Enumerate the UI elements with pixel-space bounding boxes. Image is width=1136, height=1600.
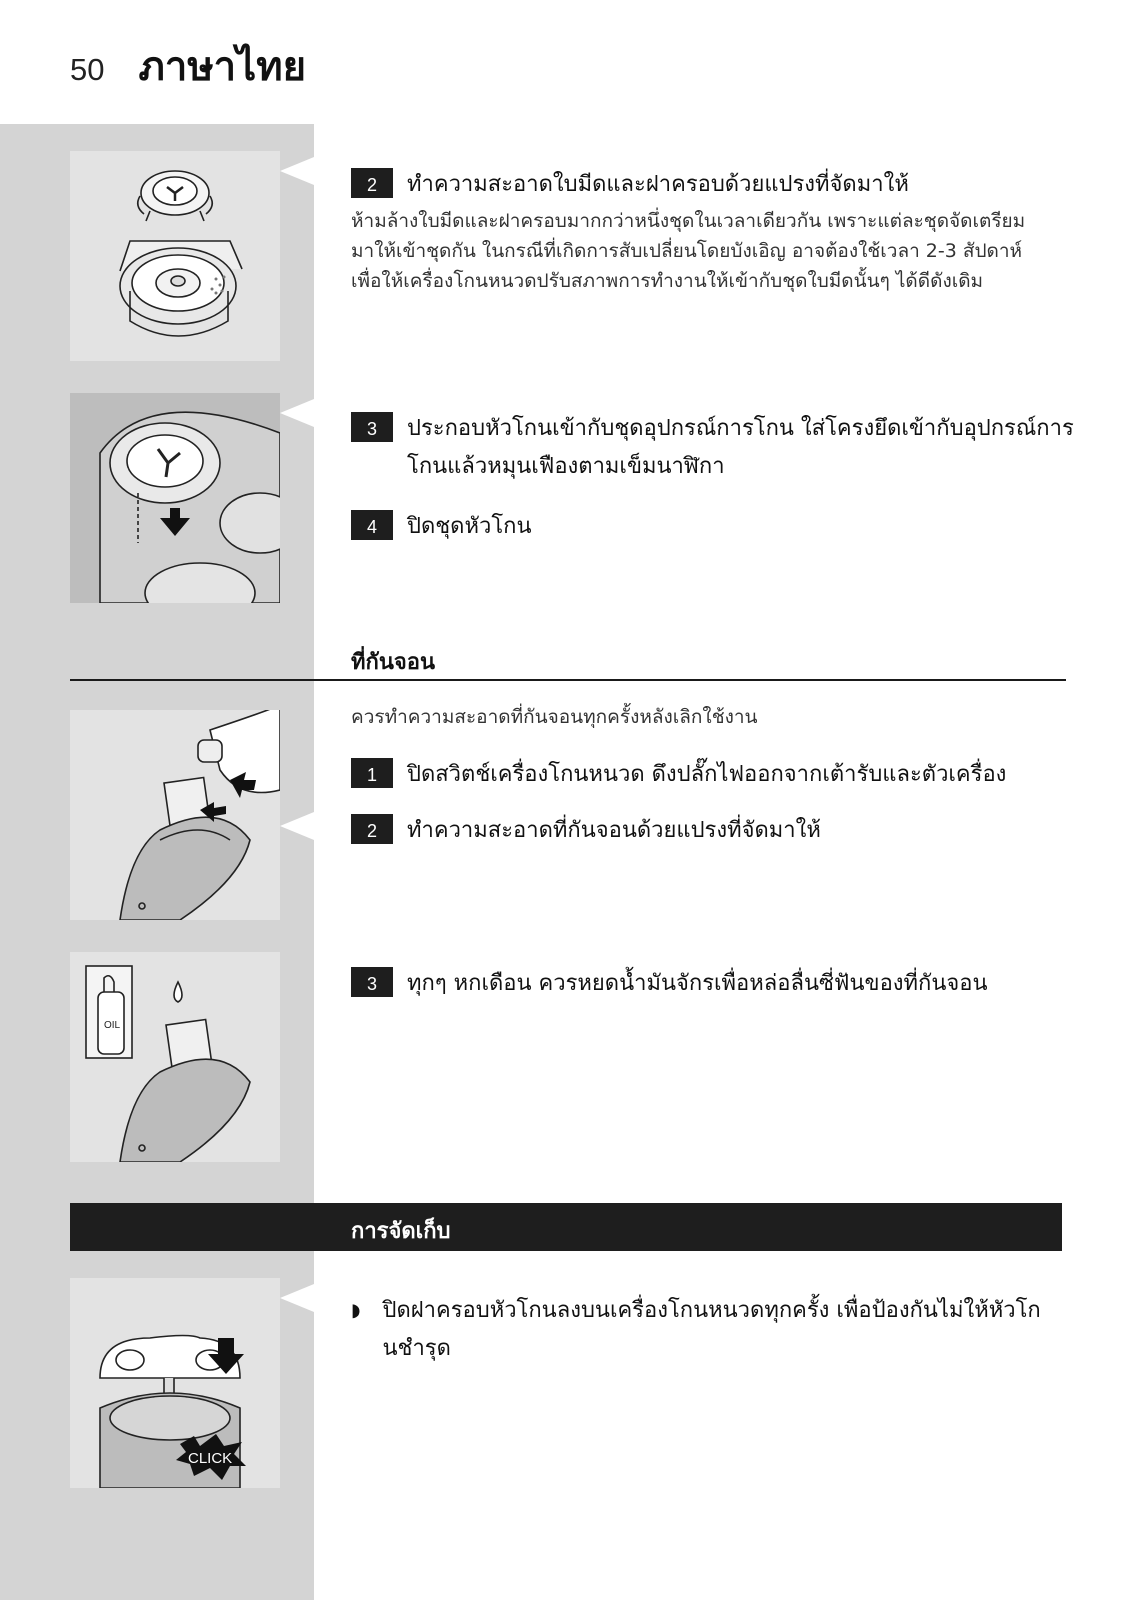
text-line: ห้ามล้างใบมีดและฝาครอบมากกว่าหนึ่งชุดในเวลาเดียวกัน เพราะแต่ละชุดจัดเตรียม — [351, 210, 1026, 232]
step-title: ทำความสะอาดที่กันจอนด้วยแปรงที่จัดมาให้ — [407, 818, 821, 843]
section-title-trimmer: ที่กันจอน — [351, 650, 436, 675]
step-title: ปิดชุดหัวโกน — [407, 514, 532, 539]
step-assemble-head — [351, 410, 1074, 486]
text-line: ปิดฝาครอบหัวโกนลงบนเครื่องโกนหนวดทุกครั้ง เพื่อป้องกันไม่ให้หัวโก — [382, 1298, 1041, 1323]
text-line: นชำรุด — [382, 1336, 451, 1361]
step-number: 3 — [351, 412, 393, 442]
section-bar-storage — [70, 1203, 1062, 1251]
step-clean-trimmer — [351, 812, 821, 850]
step-title — [407, 410, 1074, 486]
step-number: 2 — [351, 168, 393, 198]
bullet-icon: ◗ — [351, 1300, 361, 1321]
step-number: 3 — [351, 967, 393, 997]
step-title: ทุกๆ หกเดือน ควรหยดน้ำมันจักรเพื่อหล่อลื่นซี่ฟันของที่กันจอน — [407, 971, 988, 996]
section-divider — [70, 679, 1066, 681]
bullet-text — [382, 1292, 1040, 1368]
panel-pointer — [280, 399, 314, 427]
oil-label: OIL — [104, 1020, 121, 1031]
illustration-cutter-guard — [70, 151, 280, 361]
section-title-storage: การจัดเก็บ — [351, 1219, 451, 1244]
text-line: เพื่อให้เครื่องโกนหนวดปรับสภาพการทำงานให้เข้ากับชุดใบมีดนั้นๆ ได้ดีดังเดิม — [351, 270, 984, 292]
step-clean-blades — [351, 166, 909, 204]
trimmer-oil-drawing — [70, 952, 280, 1162]
step-title: ทำความสะอาดใบมีดและฝาครอบด้วยแปรงที่จัดมาให้ — [407, 172, 909, 197]
page-number: 50 — [70, 52, 105, 87]
illustration-trimmer-oil — [70, 952, 280, 1162]
click-label: CLICK — [188, 1450, 233, 1467]
storage-bullet — [351, 1292, 1051, 1368]
trimmer-intro: ควรทำความสะอาดที่กันจอนทุกครั้งหลังเลิกใช้งาน — [351, 706, 758, 728]
step-title: ปิดสวิตช์เครื่องโกนหนวด ดึงปลั๊กไฟออกจากเต้ารับและตัวเครื่อง — [407, 762, 1007, 787]
assemble-head-drawing — [70, 393, 280, 603]
illustration-trimmer-brush — [70, 710, 280, 920]
language-title: ภาษาไทย — [138, 44, 307, 90]
blades-warning-text — [351, 206, 1051, 296]
text-line: ประกอบหัวโกนเข้ากับชุดอุปกรณ์การโกน ใส่โครงยึดเข้ากับอุปกรณ์การ — [407, 416, 1074, 441]
illustration-assemble-head — [70, 393, 280, 603]
step-number: 2 — [351, 814, 393, 844]
panel-pointer — [280, 1284, 314, 1312]
panel-pointer — [280, 812, 314, 840]
illustration-storage-cap — [70, 1278, 280, 1488]
page-header — [70, 34, 306, 94]
step-oil-trimmer — [351, 965, 988, 1003]
trimmer-brush-drawing — [70, 710, 280, 920]
step-close-head — [351, 508, 532, 546]
step-switch-off — [351, 756, 1006, 794]
panel-pointer — [280, 157, 314, 185]
cutter-guard-drawing — [70, 151, 280, 361]
step-number: 1 — [351, 758, 393, 788]
step-number: 4 — [351, 510, 393, 540]
text-line: โกนแล้วหมุนเฟืองตามเข็มนาฬิกา — [407, 454, 725, 479]
storage-cap-drawing — [70, 1278, 280, 1488]
text-line: มาให้เข้าชุดกัน ในกรณีที่เกิดการสับเปลี่ยนโดยบังเอิญ อาจต้องใช้เวลา 2-3 สัปดาห์ — [351, 240, 1023, 262]
